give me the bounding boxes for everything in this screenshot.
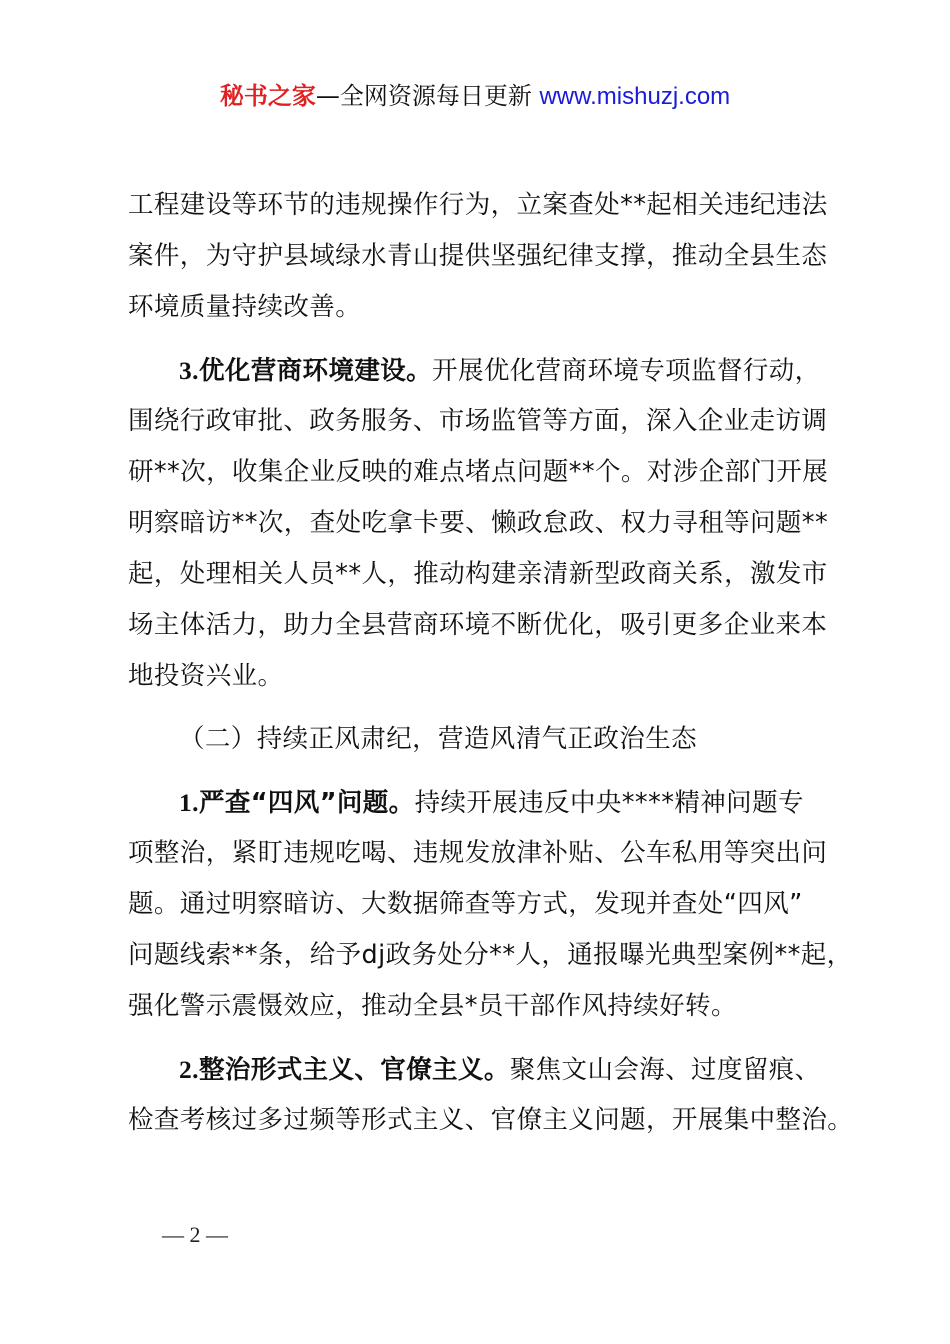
text-line: 起，处理相关人员**人，推动构建亲清新型政商关系，激发市 xyxy=(128,559,828,589)
text-line: 围绕行政审批、政务服务、市场监管等方面，深入企业走访调 xyxy=(128,406,828,436)
text-line: 项整治，紧盯违规吃喝、违规发放津补贴、公车私用等突出问 xyxy=(128,838,828,868)
site-url[interactable]: www.mishuzj.com xyxy=(539,83,731,110)
text-line: 检查考核过多过频等形式主义、官僚主义问题，开展集中整治。 xyxy=(128,1105,854,1135)
text-line: 场主体活力，助力全县营商环境不断优化，吸引更多企业来本 xyxy=(128,610,828,640)
item-number: 2. xyxy=(179,1055,199,1084)
page-number: — 2 — xyxy=(162,1222,228,1247)
section-heading-line xyxy=(128,1044,840,1095)
text-line: 问题线索**条，给予dj政务处分**人，通报曝光典型案例**起， xyxy=(128,940,853,970)
text-line: 工程建设等环节的违规操作行为，立案查处**起相关违纪违法 xyxy=(128,190,828,220)
item-text: 持续开展违反中央****精神问题专 xyxy=(414,788,804,818)
brand-name: 秘书之家 xyxy=(219,82,316,110)
text-line: 案件，为守护县域绿水青山提供坚强纪律支撑，推动全县生态 xyxy=(128,241,828,271)
item-title: 优化营商环境建设。 xyxy=(198,356,433,386)
text-line: 研**次，收集企业反映的难点堵点问题**个。对涉企部门开展 xyxy=(128,457,829,487)
item-number: 1. xyxy=(179,788,199,817)
text-line: 环境质量持续改善。 xyxy=(128,292,362,322)
text-line: 强化警示震慑效应，推动全县*员干部作风持续好转。 xyxy=(128,991,737,1021)
document-body xyxy=(128,180,854,1146)
item-number: 3. xyxy=(179,356,199,385)
item-text: 聚焦文山会海、过度留痕、 xyxy=(509,1055,821,1085)
item-text: 开展优化营商环境专项监督行动， xyxy=(432,356,821,386)
text-line: 题。通过明察暗访、大数据筛查等方式，发现并查处“四风” xyxy=(128,889,803,919)
item-title: 严查“四风”问题。 xyxy=(198,788,415,818)
section-heading-line xyxy=(128,777,840,828)
text-line: 明察暗访**次，查处吃拿卡要、懒政怠政、权力寻租等问题** xyxy=(128,508,829,538)
item-title: 整治形式主义、官僚主义。 xyxy=(198,1055,510,1085)
subsection-heading: （二）持续正风肃纪，营造风清气正政治生态 xyxy=(179,724,698,754)
text-line: 地投资兴业。 xyxy=(128,661,284,691)
section-heading-line xyxy=(128,345,840,396)
header-tagline: —全网资源每日更新 xyxy=(315,82,532,110)
site-header xyxy=(0,78,950,115)
